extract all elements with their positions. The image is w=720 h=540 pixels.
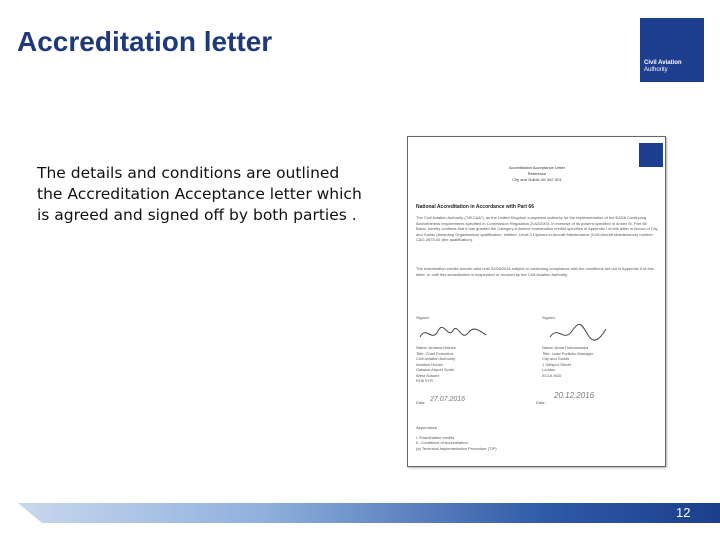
civil-aviation-authority-logo: [640, 18, 704, 82]
letter-header: Accreditation Acceptance Letter Reference City and Guilds UK 847 001: [508, 165, 566, 182]
footer-bar: [0, 503, 720, 523]
caa-crescent-icon-small: [639, 143, 663, 167]
date-right-label: Date:: [536, 400, 546, 405]
signature-right: [548, 321, 608, 345]
appendices-list: Appendices I. Examination credits II. Conditions of Accreditation (a) Technical Implementation Procedure (TIP): [416, 425, 497, 451]
slide-title: Accreditation letter: [17, 26, 273, 57]
letter-paragraph-1: The Civil Aviation Authority ("UKCAA"), as the United Kingdom competent authority for the implementation of the EASA Continuing Airworthiness requirements specified in Commission Regulation 2042/2003, in exercise of its powers specified in Annex III, Part 66 Basic, hereby confirms that it has granted the Category A licence examination credits specified in Appendix I of this letter in favour of City and Guilds (Awarding Organisation) qualification, entitled, Level 3 Diploma in Aircraft Maintenance (Civil Aircraft Maintenance) number C&G 2675-05 (the qualification).: [416, 215, 658, 242]
date-left-label: Date:: [416, 400, 426, 405]
date-left-handwritten: 27.07.2016: [430, 396, 466, 403]
date-right-handwritten: 20.12.2016: [554, 391, 595, 400]
signed-right-label: Signed:: [542, 315, 556, 320]
letter-caa-logo: [639, 143, 663, 167]
right-signatory-block: Name: Anna Dobrowolska Title: Lead Portfolio Manager City and Guilds 1 Giltspur Street London EC1A 9DD: [542, 345, 594, 378]
letter-heading: National Accreditation in Accordance with Part 66: [416, 204, 534, 210]
left-signatory-block: Name: Andrew Haines Title: Chief Executive Civil Aviation Authority Aviation House Gatwick Airport South West Sussex RH6 0YR: [416, 345, 456, 383]
signature-left: [418, 323, 488, 345]
slide-body-text: The details and conditions are outlined the Accreditation Acceptance letter which is agreed and signed off by both parties .: [37, 164, 362, 224]
letter-paragraph-2: The examination credits remain valid until 31/08/2016 subject to continuing compliance with the conditions set out in Appendix II of this letter, or until this accreditation is suspended or revoked by the Civil Aviation Authority.: [416, 266, 654, 277]
signed-left-label: Signed:: [416, 315, 430, 320]
page-number: 12: [676, 505, 691, 520]
logo-line1: Civil Aviation: [644, 60, 682, 66]
logo-line2: Authority: [644, 67, 668, 73]
accreditation-letter-image: [407, 136, 666, 467]
